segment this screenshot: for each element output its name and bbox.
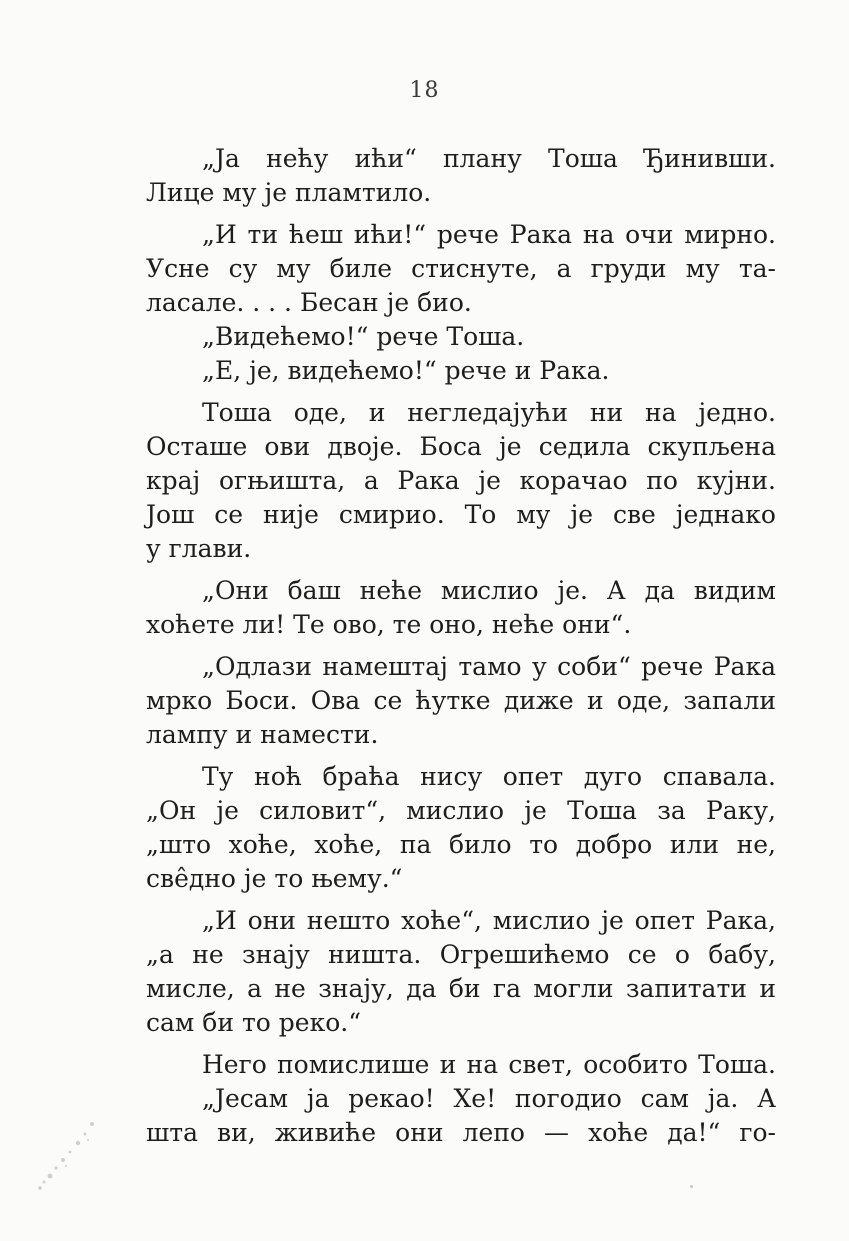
scan-smudge	[30, 1110, 110, 1200]
text-line: крај огњишта, а Рака је корачао по кујни.	[146, 466, 776, 495]
text-line: свêдно је то њему.“	[146, 864, 403, 893]
text-line: хоћете ли! Те ово, те оно, неће они“.	[146, 610, 632, 639]
text-line: Усне су му биле стиснуте, а груди му та-	[146, 254, 776, 283]
text-line: Него помислише и на свет, особито Тоша.	[202, 1050, 776, 1079]
text-line: „Одлази намештај тамо у соби“ рече Рака	[202, 652, 776, 681]
text-line: „И ти ћеш ићи!“ рече Рака на очи мирно.	[202, 220, 776, 249]
text-line: „Он је силовит“, мислио је Тоша за Раку,	[146, 796, 776, 825]
text-line: шта ви, живиће они лепо — хоће да!“ го-	[146, 1118, 776, 1147]
text-line: мисле, а не знају, да би га могли запитати и	[146, 974, 776, 1003]
text-line: „Јесам ја рекао! Хе! погодио сам ја. А	[202, 1084, 776, 1113]
page-number: 18	[409, 78, 440, 103]
text-line: „Ја нећу ићи“ плану Тоша Ђинивши.	[202, 144, 776, 173]
text-line: мрко Боси. Ова се ћутке диже и оде, запали	[146, 686, 776, 715]
text-line: „И они нешто хоће“, мислио је опет Рака,	[202, 906, 776, 935]
text-line: ласале. . . . Бесан је био.	[146, 288, 472, 317]
text-line: „што хоће, хоће, па било то добро или не,	[146, 830, 776, 859]
text-line: у глави.	[146, 534, 252, 563]
text-line: Лице му је пламтило.	[146, 178, 432, 207]
text-line: лампу и намести.	[146, 720, 379, 749]
text-line: Тоша оде, и негледајући ни на једно.	[202, 398, 776, 427]
text-line: „Они баш неће мислио је. А да видим	[202, 576, 776, 605]
text-line: Још се није смирио. То му је све једнако	[146, 500, 776, 529]
text-line: „Видећемо!“ рече Тоша.	[202, 322, 525, 351]
scan-speck	[690, 1185, 693, 1188]
text-line: „а не знају ништа. Огрешићемо се о бабу,	[146, 940, 776, 969]
text-line: „Е, је, видећемо!“ рече и Рака.	[202, 356, 610, 385]
text-line: Осташе ови двоје. Боса је седила скупљена	[146, 432, 776, 461]
text-line: сам би то реко.“	[146, 1008, 361, 1037]
text-line: Ту ноћ браћа нису опет дуго спавала.	[202, 762, 776, 791]
